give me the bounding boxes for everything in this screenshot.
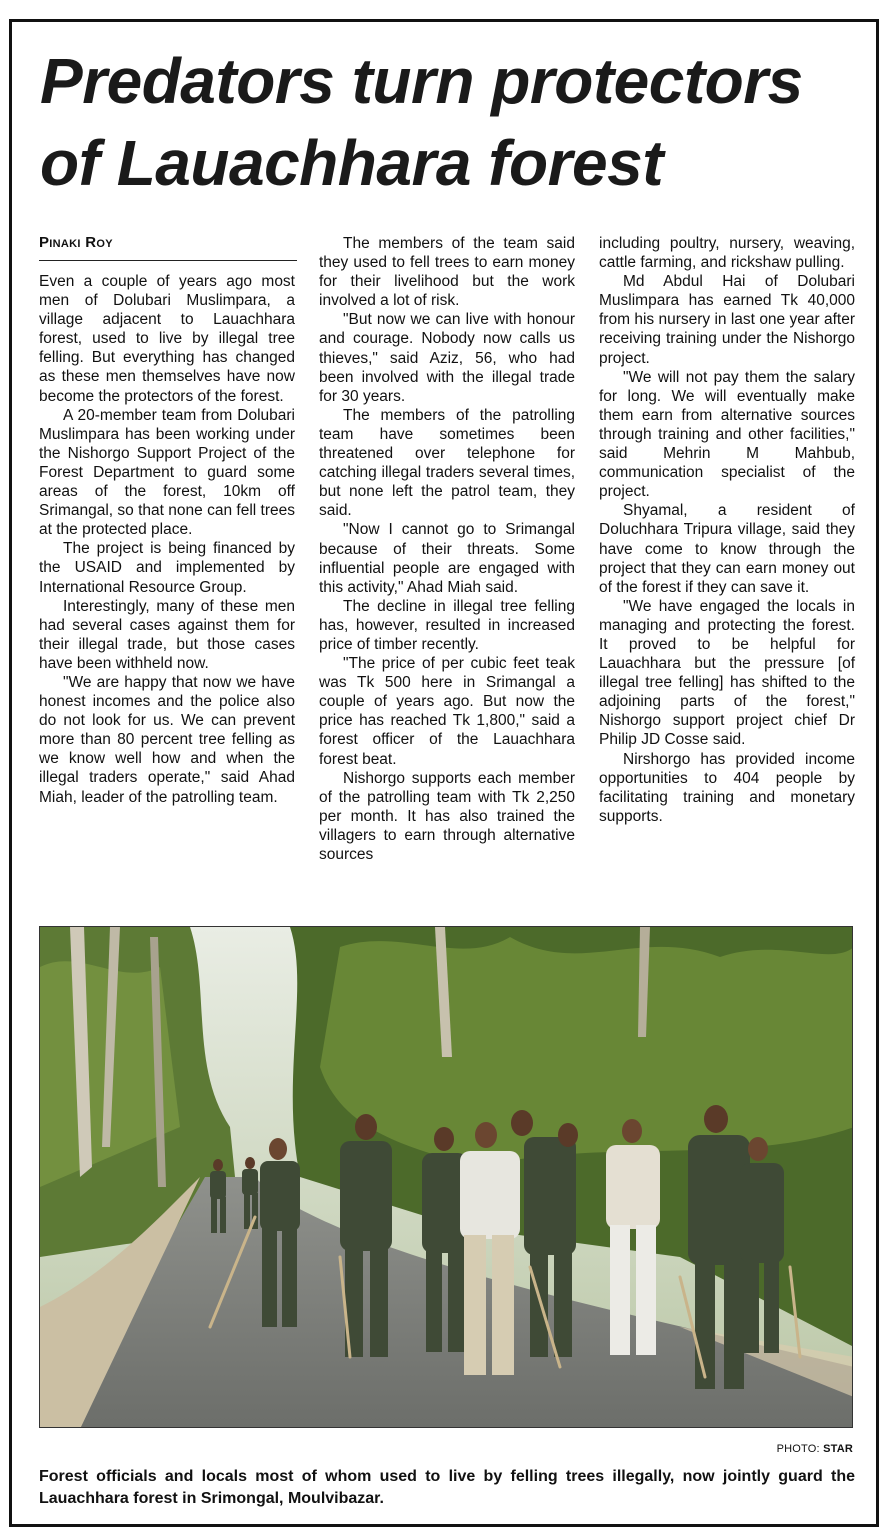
paragraph: "We will not pay them the salary for long. We will eventually make them earn from alternative sources through training and other facilities," said Mehrin M Mahbub, communication specialist of the project. (599, 368, 855, 501)
paragraph: "The price of per cubic feet teak was Tk 500 here in Srimangal a couple of years ago. But now the price has reached Tk 1,800," said a forest officer of the Lauachhara forest beat. (319, 655, 575, 768)
headline-line-1: Predators turn protectors (40, 45, 803, 117)
article-column-2 (319, 234, 575, 864)
article-column-1 (39, 272, 295, 807)
paragraph: Interestingly, many of these men had several cases against them for their illegal trade, but those cases have been withheld now. (39, 597, 295, 672)
paragraph: "But now we can live with honour and courage. Nobody now calls us thieves," said Aziz, 56, who had been involved with the illegal trade for 30 years. (319, 311, 575, 405)
byline: Pinaki Roy (39, 234, 297, 261)
photo-credit-prefix: PHOTO: (776, 1443, 824, 1455)
paragraph: The project is being financed by the USAID and implemented by International Resource Group. (39, 540, 295, 596)
paragraph: The members of the team said they used to fell trees to earn money for their livelihood but the work involved a lot of risk. (319, 235, 575, 310)
paragraph: Shyamal, a resident of Doluchhara Tripura village, said they have come to know through the project that they can earn money out of the forest if they can save it. (599, 502, 855, 596)
paragraph: Nishorgo supports each member of the patrolling team with Tk 2,250 per month. It has also trained the villagers to earn through alternative sources (319, 769, 575, 863)
paragraph: Md Abdul Hai of Dolubari Muslimpara has earned Tk 40,000 from his nursery in last one year after receiving training under the Nishorgo project. (599, 273, 855, 367)
paragraph: Even a couple of years ago most men of Dolubari Muslimpara, a village adjacent to Lauachhara forest, used to live by illegal tree felling. But everything has changed as these men themselves have now become the protectors of the forest. (39, 273, 295, 405)
photo-caption: Forest officials and locals most of whom used to live by felling trees illegally, now jointly guard the Lauachhara forest in Srimongal, Moulvibazar. (39, 1468, 855, 1507)
headline (40, 40, 870, 204)
paragraph: "We are happy that now we have honest incomes and the police also do not look for us. We can prevent more than 80 percent tree felling as we know well how and when the illegal traders operate," said Ahad Miah, leader of the patrolling team. (39, 673, 295, 806)
paragraph: A 20-member team from Dolubari Muslimpara has been working under the Nishorgo Support Project of the Forest Department to guard some areas of the forest, 10km off Srimangal, so that none can fell trees at the protected place. (39, 406, 295, 539)
paragraph: The decline in illegal tree felling has, however, resulted in increased price of timber recently. (319, 597, 575, 653)
paragraph: Nirshorgo has provided income opportunities to 404 people by facilitating training and monetary supports. (599, 750, 855, 825)
paragraph: including poultry, nursery, weaving, cattle farming, and rickshaw pulling. (599, 235, 855, 272)
paragraph: "We have engaged the locals in managing and protecting the forest. It proved to be helpful for Lauachhara but the pressure [of illegal tree felling] has shifted to the adjoining parts of the forest," Nishorgo support project chief Dr Philip JD Cosse said. (599, 597, 855, 749)
paragraph: "Now I cannot go to Srimangal because of their threats. Some influential people are engaged with this activity," Ahad Miah said. (319, 521, 575, 596)
headline-line-2: of Lauachhara forest (40, 127, 664, 199)
paragraph: The members of the patrolling team have sometimes been threatened over telephone for catching illegal traders several times, but none left the patrol team, they said. (319, 406, 575, 520)
photo-credit-source: STAR (823, 1443, 853, 1455)
news-photo (39, 926, 853, 1428)
photo-credit (690, 1443, 853, 1455)
article-column-3 (599, 234, 855, 826)
